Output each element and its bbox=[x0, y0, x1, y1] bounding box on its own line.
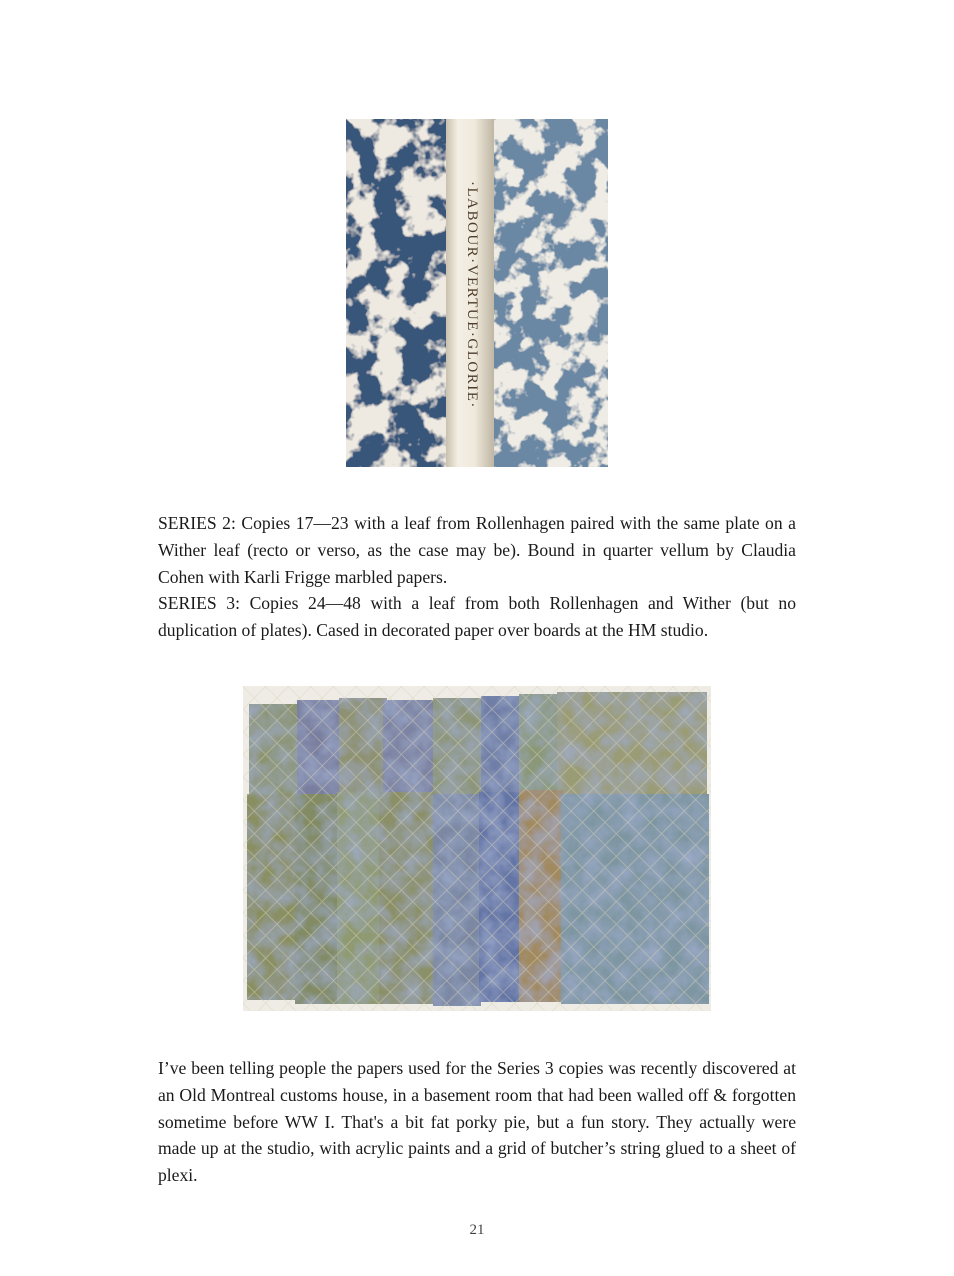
story-paragraph: I’ve been telling people the papers used for the Series 3 copies was recently discovered at an Old Montreal customs house, in a basement room that had been walled off & forgotten sometime before WW I. That's a bit fat porky pie, but a fun story. They actually were made up at the studio, with acrylic paints and a grid of butcher’s string glued to a sheet of plexi. bbox=[158, 1058, 796, 1186]
page-number: 21 bbox=[469, 1222, 485, 1238]
front-board-marbled bbox=[346, 119, 451, 467]
series-2-paragraph: SERIES 2: Copies 17—23 with a leaf from Rollenhagen paired with the same plate on a Wither leaf (recto or verso, as the case may be). Bound in quarter vellum by Claudia Cohen with Karli Frigge marbled papers. bbox=[158, 513, 796, 587]
series-3-paragraph: SERIES 3: Copies 24—48 with a leaf from both Rollenhagen and Wither (but no duplication of plates). Cased in decorated paper over boards at the HM studio. bbox=[158, 593, 796, 640]
papers-image bbox=[243, 686, 711, 1011]
spine-title: ·LABOUR·VERTUE·GLORIE· bbox=[464, 181, 480, 409]
back-board-marbled bbox=[488, 119, 608, 467]
decorated-papers-photo bbox=[243, 686, 711, 1011]
